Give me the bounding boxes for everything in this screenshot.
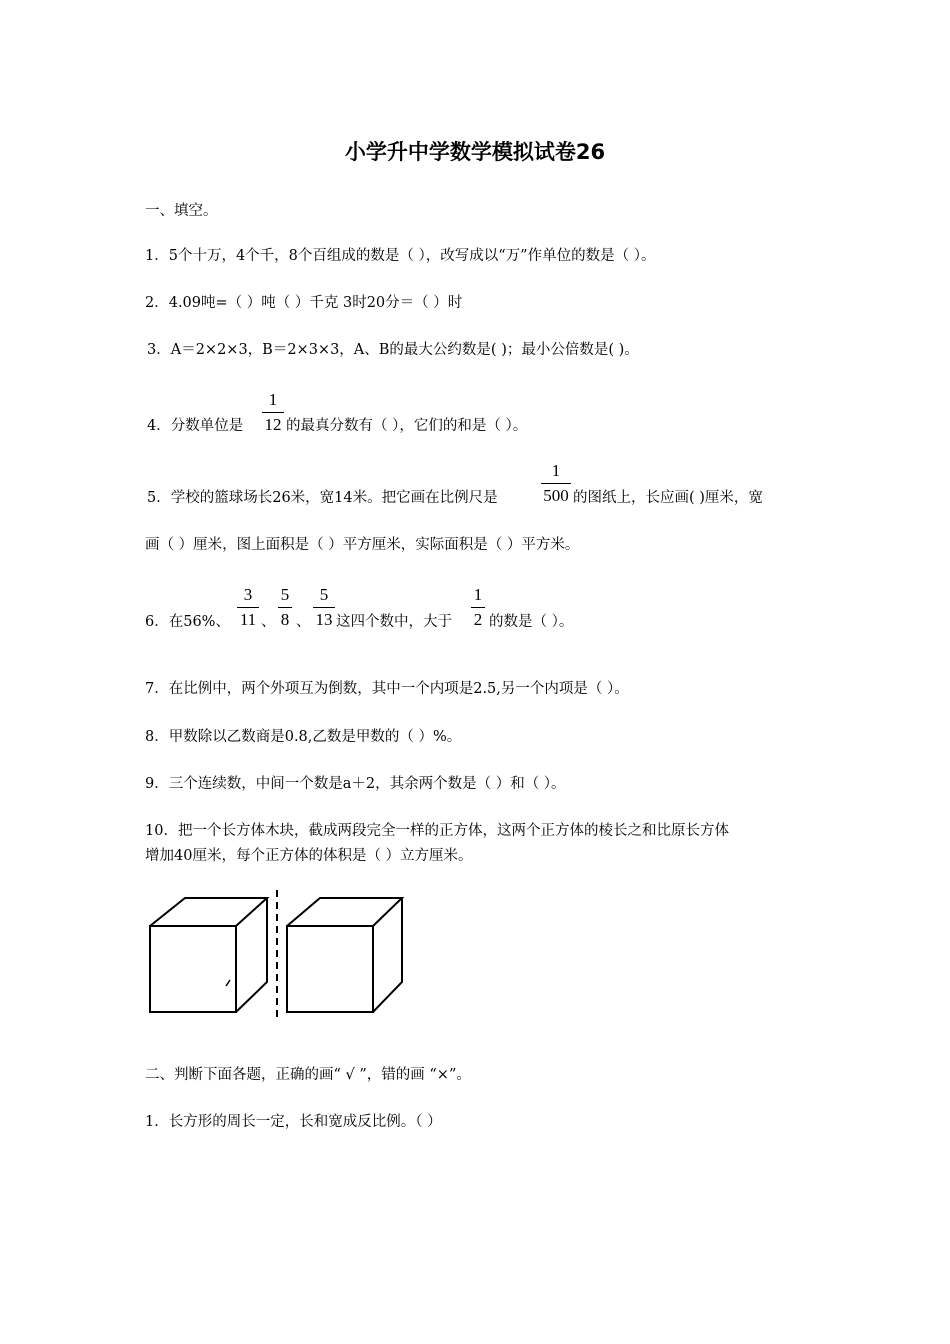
question-4-suffix: 的最真分数有（ ），它们的和是（ ）。 <box>286 418 528 434</box>
question-2: 2．4.09吨=（ ）吨（ ）千克 3时20分＝（ ）时 <box>145 295 463 311</box>
question-6-middle: 这四个数中，大于 <box>336 614 452 630</box>
separator: 、 <box>296 614 311 630</box>
right-cube-front-face <box>287 926 373 1012</box>
fraction-denominator: 11 <box>239 610 257 629</box>
fraction-1-500 <box>541 461 571 506</box>
fraction-bar <box>237 607 259 608</box>
page-title: 小学升中学数学模拟试卷26 <box>344 140 606 164</box>
section2-header: 二、判断下面各题，正确的画“ √ ”，错的画 “×”。 <box>145 1067 471 1083</box>
fraction-bar <box>471 607 485 608</box>
separator: 、 <box>261 614 276 630</box>
question-5-line-2: 画（ ）厘米，图上面积是（ ）平方厘米，实际面积是（ ）平方米。 <box>145 537 580 553</box>
question-5-prefix: 5．学校的篮球场长26米，宽14米。把它画在比例尺是 <box>147 490 498 506</box>
left-cube-front-face <box>150 926 236 1012</box>
right-cube-top-face <box>287 898 402 926</box>
left-cube-top-face <box>150 898 267 926</box>
fraction-bar <box>262 412 284 413</box>
fraction-numerator: 5 <box>280 585 290 604</box>
question-3: 3．A＝2×2×3，B＝2×3×3，A、B的最大公约数是( )；最小公倍数是( )。 <box>147 342 639 358</box>
question-9: 9．三个连续数，中间一个数是a＋2，其余两个数是（ ）和（ ）。 <box>145 776 566 792</box>
fraction-1-12 <box>262 390 284 435</box>
left-cube-side-face <box>236 898 267 1012</box>
fraction-numerator: 3 <box>243 585 253 604</box>
question-6-prefix: 6．在56%、 <box>145 614 230 630</box>
fraction-3-11 <box>237 585 259 630</box>
question-7: 7．在比例中，两个外项互为倒数，其中一个内项是2.5,另一个内项是（ ）。 <box>145 681 629 697</box>
fraction-bar <box>541 483 571 484</box>
question-5-suffix: 的图纸上，长应画( )厘米，宽 <box>573 490 763 506</box>
fraction-1-2 <box>471 585 485 630</box>
fraction-numerator: 5 <box>319 585 329 604</box>
question-6-suffix: 的数是（ ）。 <box>489 614 574 630</box>
question-10-line-2: 增加40厘米，每个正方体的体积是（ ）立方厘米。 <box>145 848 473 864</box>
fraction-denominator: 13 <box>315 610 333 629</box>
fraction-denominator: 8 <box>280 610 290 629</box>
question-8: 8．甲数除以乙数商是0.8,乙数是甲数的（ ）%。 <box>145 729 462 745</box>
fraction-numerator: 1 <box>473 585 483 604</box>
question-4-prefix: 4．分数单位是 <box>147 418 244 434</box>
fraction-5-8 <box>278 585 292 630</box>
section1-header: 一、填空。 <box>145 203 218 219</box>
left-cube <box>150 898 267 1012</box>
two-cubes-figure <box>140 886 415 1024</box>
fraction-numerator: 1 <box>551 461 561 480</box>
right-cube-side-face <box>373 898 402 1012</box>
fraction-5-13 <box>313 585 335 630</box>
fraction-bar <box>313 607 335 608</box>
fraction-denominator: 2 <box>473 610 483 629</box>
question-1: 1．5个十万，4个千，8个百组成的数是（ ），改写成以“万”作单位的数是（ ）。 <box>145 248 656 264</box>
scan-mark <box>226 980 230 986</box>
fraction-denominator: 500 <box>543 486 569 505</box>
fraction-bar <box>278 607 292 608</box>
fraction-denominator: 12 <box>264 415 282 434</box>
right-cube <box>287 898 402 1012</box>
section2-question-1: 1．长方形的周长一定，长和宽成反比例。（ ） <box>145 1114 442 1130</box>
fraction-numerator: 1 <box>268 390 278 409</box>
question-10-line-1: 10．把一个长方体木块，截成两段完全一样的正方体，这两个正方体的棱长之和比原长方体 <box>145 823 729 839</box>
